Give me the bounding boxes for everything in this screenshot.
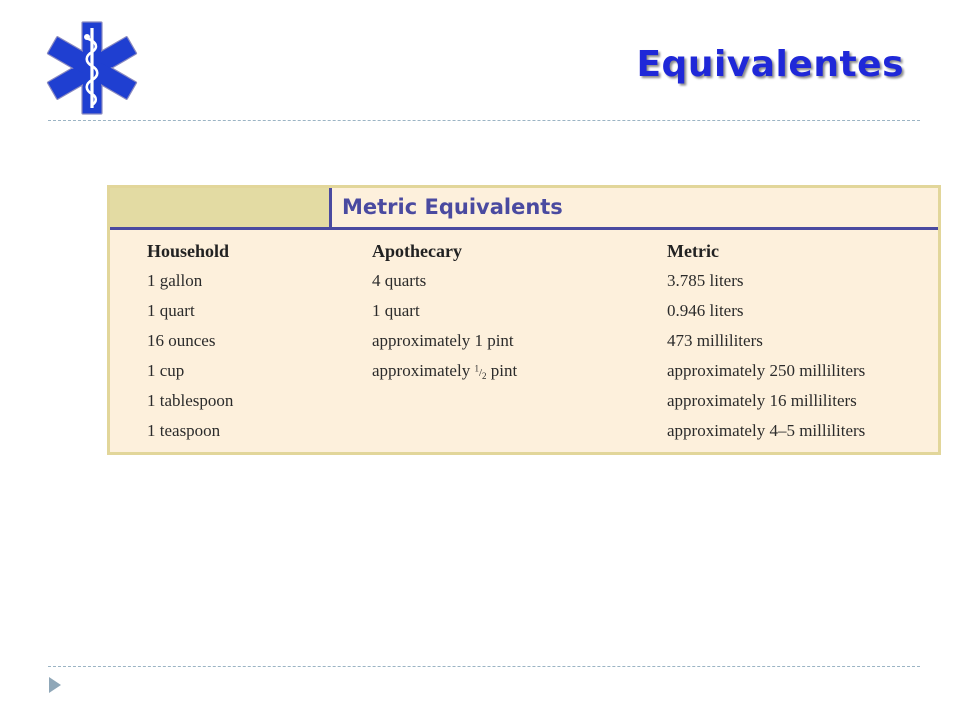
apothecary-prefix: approximately <box>372 360 475 380</box>
column-header-metric: Metric <box>667 240 719 261</box>
triangle-bullet-icon <box>48 676 62 694</box>
table-row <box>147 386 927 416</box>
apothecary-cell: 4 quarts <box>372 271 427 290</box>
metric-cell: 473 milliliters <box>667 331 763 350</box>
fraction-denominator: 2 <box>482 371 487 382</box>
apothecary-suffix: pint <box>486 360 518 380</box>
fraction-one-half: $^1/_2$ <box>474 363 487 382</box>
household-cell: 1 cup <box>147 361 185 380</box>
table-row <box>147 326 927 356</box>
apothecary-cell <box>372 416 667 446</box>
metric-cell: 0.946 liters <box>667 301 744 320</box>
header-rule <box>110 227 938 230</box>
apothecary-cell <box>372 356 667 386</box>
household-cell: 16 ounces <box>147 331 216 350</box>
household-cell: 1 quart <box>147 301 195 320</box>
household-cell: 1 teaspoon <box>147 421 221 440</box>
bottom-divider <box>48 666 920 667</box>
top-divider <box>48 120 920 121</box>
table-row <box>147 296 927 326</box>
page-title: Equivalentes <box>636 44 904 85</box>
metric-cell: approximately 16 milliliters <box>667 391 857 410</box>
household-cell: 1 tablespoon <box>147 391 234 410</box>
table-row <box>147 416 927 446</box>
table-header-bar <box>110 188 938 230</box>
table-title: Metric Equivalents <box>342 195 563 219</box>
metric-cell: approximately 250 milliliters <box>667 361 866 380</box>
equivalents-grid <box>147 236 927 446</box>
fraction-numerator: 1 <box>474 363 479 374</box>
apothecary-cell: 1 quart <box>372 301 420 320</box>
apothecary-cell <box>372 386 667 416</box>
column-header-apothecary: Apothecary <box>372 240 462 261</box>
metric-cell: approximately 4–5 milliliters <box>667 421 866 440</box>
table-row <box>147 356 927 386</box>
table-row <box>147 266 927 296</box>
household-cell: 1 gallon <box>147 271 203 290</box>
metric-cell: 3.785 liters <box>667 271 744 290</box>
column-header-household: Household <box>147 240 230 261</box>
star-of-life-icon <box>42 18 142 118</box>
metric-equivalents-table <box>107 185 941 455</box>
column-header-row <box>147 236 927 266</box>
header-separator <box>329 188 332 230</box>
header-left-panel <box>110 188 329 227</box>
apothecary-cell: approximately 1 pint <box>372 331 514 350</box>
